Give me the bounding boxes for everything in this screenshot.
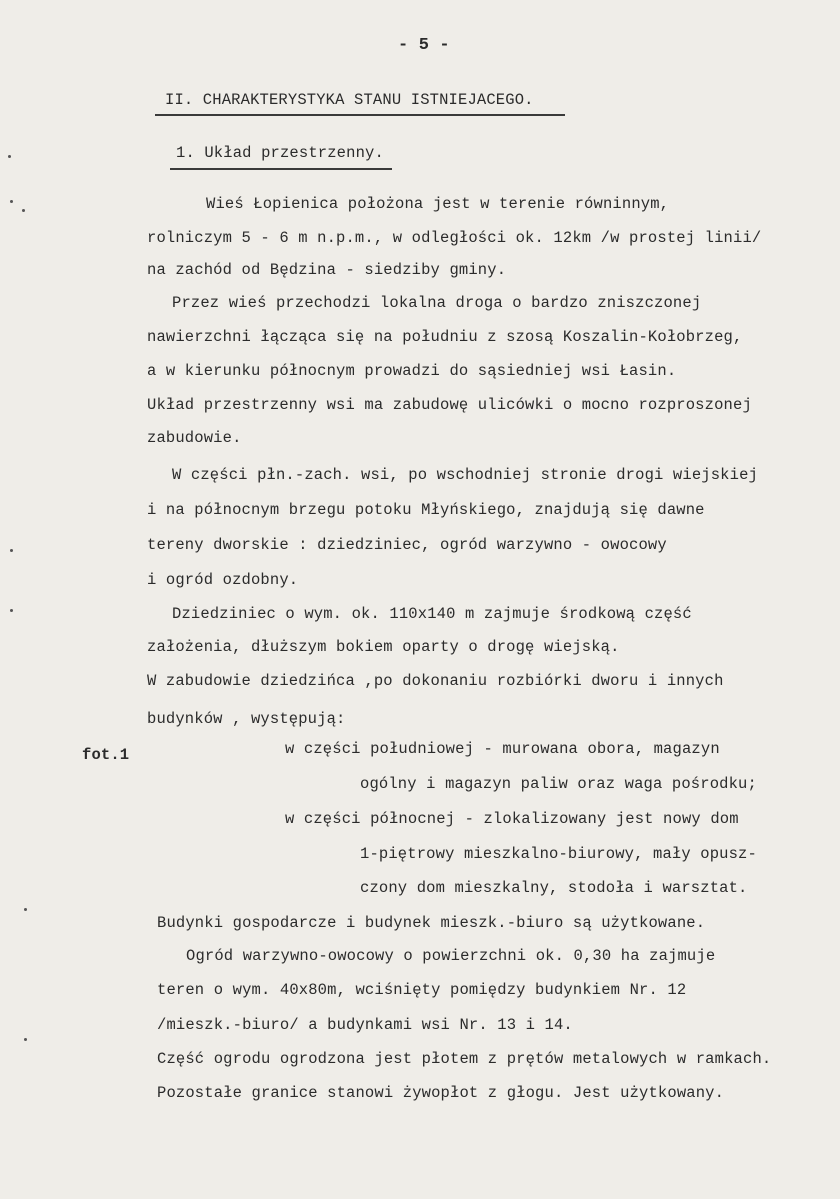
text-line: i ogród ozdobny.	[147, 571, 299, 589]
text-line: zabudowie.	[147, 429, 242, 447]
text-line: W zabudowie dziedzińca ,po dokonaniu rozbiórki dworu i innych	[147, 672, 724, 690]
text-line: teren o wym. 40x80m, wciśnięty pomiędzy budynkiem Nr. 12	[157, 981, 687, 999]
text-line: rolniczym 5 - 6 m n.p.m., w odległości ok. 12km /w prostej linii/	[147, 229, 762, 247]
margin-speck	[22, 209, 25, 212]
text-line: 1-piętrowy mieszkalno-biurowy, mały opusz-	[360, 845, 757, 863]
text-line: a w kierunku północnym prowadzi do sąsiedniej wsi Łasin.	[147, 362, 677, 380]
margin-speck	[24, 908, 27, 911]
text-line: założenia, dłuższym bokiem oparty o drogę wiejską.	[147, 638, 620, 656]
text-line: w części południowej - murowana obora, magazyn	[285, 740, 720, 758]
margin-speck	[8, 155, 11, 158]
text-line: /mieszk.-biuro/ a budynkami wsi Nr. 13 i 14.	[157, 1016, 573, 1034]
margin-note-photo-ref: fot.1	[82, 746, 130, 764]
text-line: Wieś Łopienica położona jest w terenie równinnym,	[206, 195, 670, 213]
margin-speck	[10, 609, 13, 612]
text-line: na zachód od Będzina - siedziby gminy.	[147, 261, 507, 279]
text-line: W części płn.-zach. wsi, po wschodniej stronie drogi wiejskiej	[172, 466, 758, 484]
text-line: Przez wieś przechodzi lokalna droga o bardzo zniszczonej	[172, 294, 702, 312]
subsection-heading-underline	[170, 168, 392, 170]
text-line: nawierzchni łącząca się na południu z szosą Koszalin-Kołobrzeg,	[147, 328, 743, 346]
text-line: Układ przestrzenny wsi ma zabudowę ulicówki o mocno rozproszonej	[147, 396, 752, 414]
text-line: budynków , występują:	[147, 710, 346, 728]
text-line: Ogród warzywno-owocowy o powierzchni ok. 0,30 ha zajmuje	[186, 947, 716, 965]
text-line: Dziedziniec o wym. ok. 110x140 m zajmuje środkową część	[172, 605, 692, 623]
text-line: Część ogrodu ogrodzona jest płotem z prętów metalowych w ramkach.	[157, 1050, 772, 1068]
text-line: ogólny i magazyn paliw oraz waga pośrodku;	[360, 775, 757, 793]
subsection-heading: 1. Układ przestrzenny.	[176, 144, 384, 162]
text-line: czony dom mieszkalny, stodoła i warsztat.	[360, 879, 748, 897]
text-line: i na północnym brzegu potoku Młyńskiego, znajdują się dawne	[147, 501, 705, 519]
text-line: Budynki gospodarcze i budynek mieszk.-biuro są użytkowane.	[157, 914, 706, 932]
page-number: - 5 -	[398, 36, 450, 55]
section-heading: II. CHARAKTERYSTYKA STANU ISTNIEJACEGO.	[165, 91, 534, 109]
margin-speck	[10, 200, 13, 203]
text-line: tereny dworskie : dziedziniec, ogród warzywno - owocowy	[147, 536, 667, 554]
section-heading-underline	[155, 114, 565, 116]
margin-speck	[24, 1038, 27, 1041]
text-line: w części północnej - zlokalizowany jest nowy dom	[285, 810, 739, 828]
margin-speck	[10, 549, 13, 552]
text-line: Pozostałe granice stanowi żywopłot z głogu. Jest użytkowany.	[157, 1084, 725, 1102]
